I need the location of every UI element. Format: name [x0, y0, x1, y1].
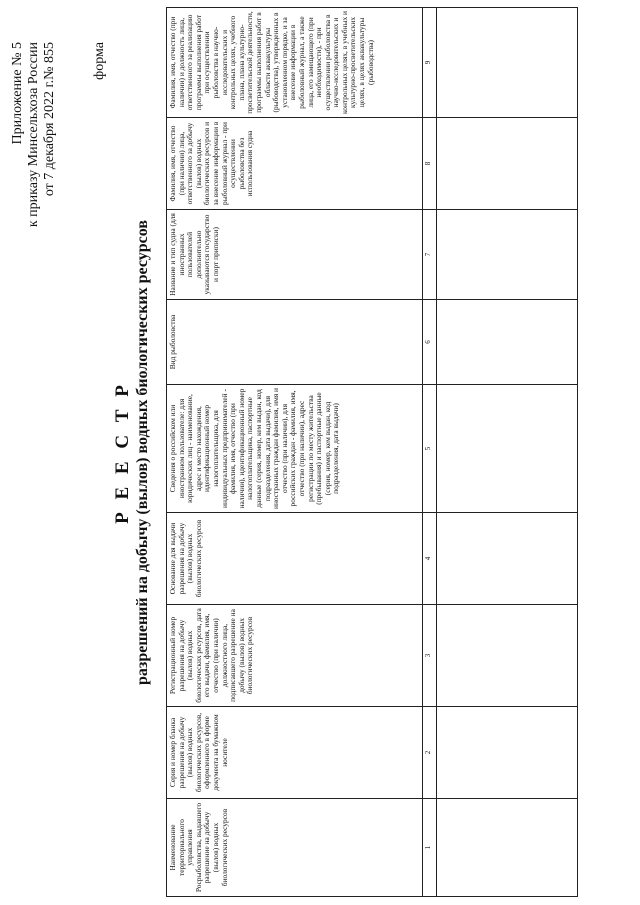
table-cell	[437, 513, 578, 605]
column-number: 3	[423, 605, 437, 707]
table-cell	[437, 210, 578, 300]
table-cell	[437, 118, 578, 210]
appendix-number: Приложение № 5	[10, 42, 25, 145]
table-cell	[437, 799, 578, 897]
column-header: Основание для выдачи разрешения на добычу (вылов) водных биологических ресурсов	[167, 513, 423, 605]
document-title: Р Е Е С Т Р	[112, 381, 133, 524]
registry-table	[166, 7, 578, 897]
column-header: Наименование территориального управления Росрыболовства, выдавшего разрешение на добычу (вылов) водных биологических ресурсов	[167, 799, 423, 897]
table-cell	[437, 300, 578, 385]
column-number: 9	[423, 8, 437, 118]
column-header: Регистрационный номер разрешения на добычу (вылов) водных биологических ресурсов, дата его выдачи, фамилия, имя, отчество (при наличии) должностного лица, подписавшего разрешение на добычу (вылов) водных биологических ресурсов	[167, 605, 423, 707]
table-header-row	[167, 8, 423, 897]
form-label: форма	[92, 42, 107, 80]
column-number: 6	[423, 300, 437, 385]
appendix-header	[10, 42, 58, 227]
column-header: Фамилия, имя, отчество (при наличии) и должность лица, ответственного за реализацию программы выполнения работ при осуществлении рыболовства в научно-исследовательских и контрольных целях, учебного плана, плана культурно-просветительской деятельности, программы выполнения работ в области аквакультуры (рыбоводства), утвержденных в установленном порядке, и за внесение информации в рыболовный журнал, а также лица, его замещающего (при необходимости), - при осуществлении рыболовства в научно-исследовательских и контрольных целях, в учебных и культурно-просветительских целях, в целях аквакультуры (рыбоводства)	[167, 8, 423, 118]
column-number: 1	[423, 799, 437, 897]
column-number: 2	[423, 707, 437, 799]
order-reference: к приказу Минсельхоза России	[26, 42, 41, 228]
column-number: 5	[423, 385, 437, 513]
document-subtitle: разрешений на добычу (вылов) водных биологических ресурсов	[134, 220, 151, 685]
column-header: Серия и номер бланка разрешения на добычу (вылов) водных биологических ресурсов, оформленного в форме документа на бумажном носителе	[167, 707, 423, 799]
column-number: 7	[423, 210, 437, 300]
table-cell	[437, 605, 578, 707]
column-header: Сведения о российском или иностранном пользователе: для юридических лиц - наименование, адрес и место нахождения, идентификационный номер налогоплательщика, для индивидуальных предпринимателей - фамилия, имя, отчество (при наличии), идентификационный номер налогоплательщика, паспортные данные (серия, номер, кем выдан, код подразделения, дата выдачи), для иностранных граждан фамилия, имя и отчество (при наличии), для российских граждан - фамилия, имя, отчество (при наличии), адрес регистрации по месту жительства (пребывания) и паспортные данные (серия, номер, кем выдан, код подразделения, дата выдачи)	[167, 385, 423, 513]
table-cell	[437, 8, 578, 118]
column-header: Вид рыболовства	[167, 300, 423, 385]
column-number-row	[423, 8, 437, 897]
column-number: 4	[423, 513, 437, 605]
column-header: Фамилия, имя, отчество (при наличии) лица, ответственного за добычу (вылов) водных биологических ресурсов и за внесение информации в рыболовный журнал - при осуществлении рыболовства без использования судна	[167, 118, 423, 210]
table-row	[437, 8, 578, 897]
order-date: от 7 декабря 2022 г.№ 855	[42, 42, 57, 197]
table-cell	[437, 707, 578, 799]
column-number: 8	[423, 118, 437, 210]
table-cell	[437, 385, 578, 513]
column-header: Название и тип судна (для иностранных пользователей дополнительно указываются государство и порт приписки)	[167, 210, 423, 300]
